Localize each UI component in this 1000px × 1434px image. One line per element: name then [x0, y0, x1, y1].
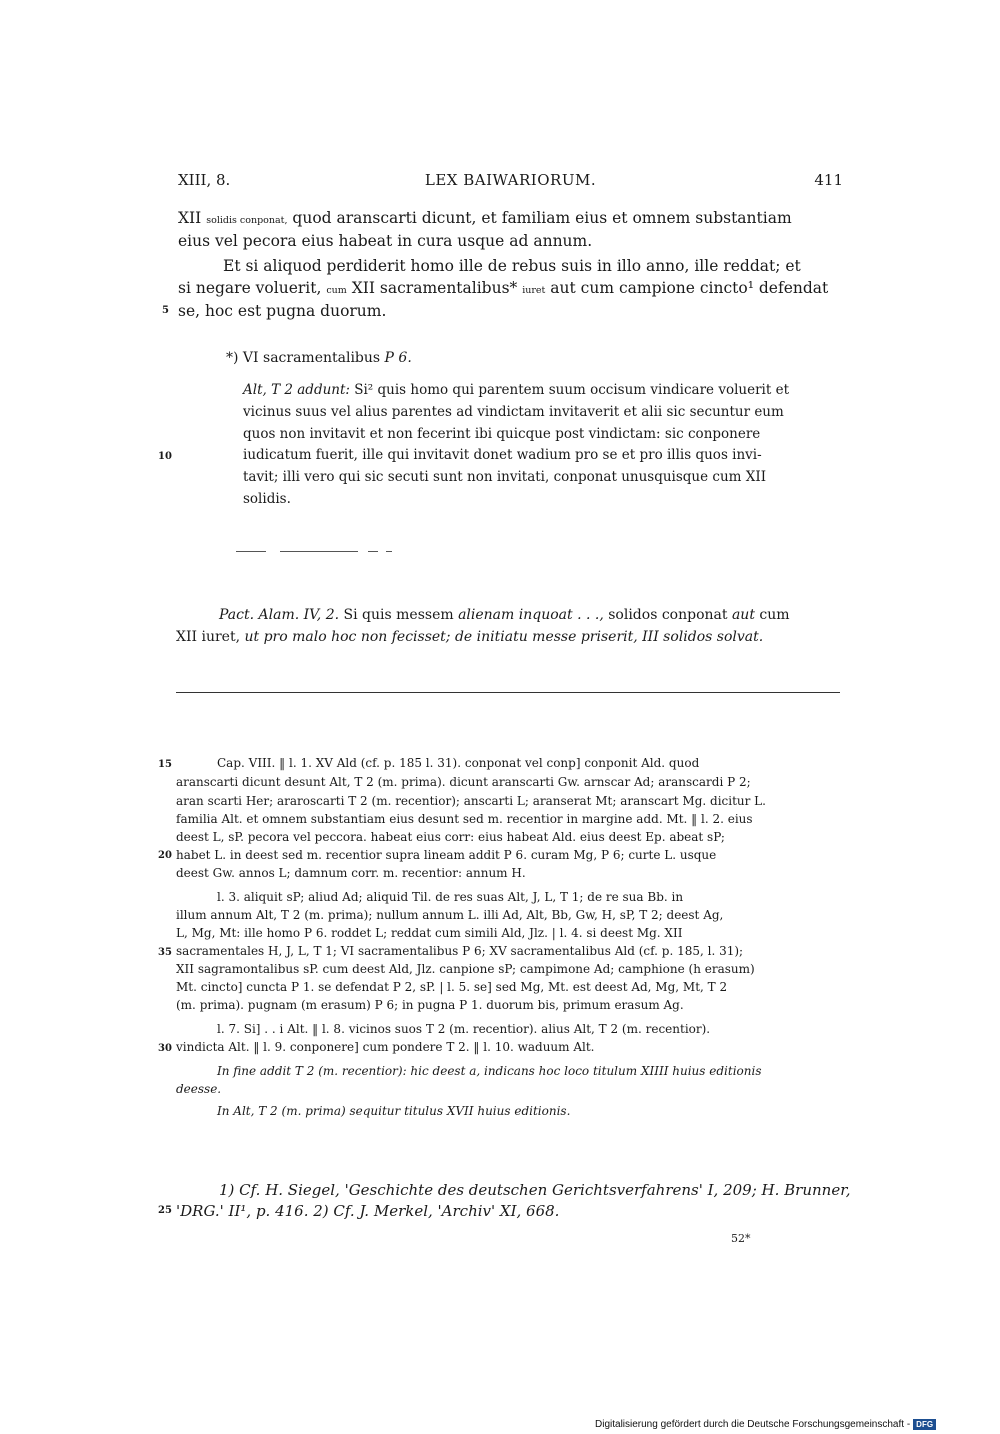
line-number: 25 [158, 1205, 172, 1216]
apparatus-line: Mt. cincto] cuncta P 1. se defendat P 2, sP. | l. 5. se] sed Mg, Mt. est deest Ad, Mg, Mt, T 2 [176, 980, 728, 994]
credit-text: Digitalisierung gefördert durch die Deutsche Forschungsgemeinschaft - [595, 1419, 911, 1430]
apparatus-line: Cap. VIII. ‖ l. 1. XV Ald (cf. p. 185 l. 31). conponat vel conp] conponit Ald. quod [217, 756, 700, 770]
text: quod aranscarti dicunt, et familiam eius et omnem substantiam [287, 209, 792, 227]
line-number: 10 [158, 451, 172, 462]
apparatus-line: habet L. in deest sed m. recentior supra lineam addit P 6. curam Mg, P 6; curte L. usque [176, 848, 717, 862]
apparatus-line: familia Alt. et omnem substantiam eius desunt sed m. recentior in margine add. Mt. ‖ l. 2. eius [176, 812, 753, 826]
apparatus-line: In fine addit T 2 (m. recentior): hic deest a, indicans hoc loco titulum XIIII huius editionis [217, 1064, 762, 1078]
text: aut cum campione cincto¹ defendat [545, 279, 829, 297]
text-italic: aut [731, 607, 755, 623]
line-number: 20 [158, 850, 172, 861]
apparatus-line: In Alt, T 2 (m. prima) sequitur titulus XVII huius editionis. [217, 1104, 571, 1118]
apparatus-line: aranscarti dicunt desunt Alt, T 2 (m. prima). dicunt aranscarti Gw. arnscar Ad; aranscardi P 2; [176, 775, 751, 789]
text: si negare voluerit, [178, 279, 327, 297]
separator-rule [176, 692, 840, 693]
text: cum [754, 607, 790, 623]
text: XII iuret, [176, 629, 245, 645]
apparatus-line: deesse. [176, 1082, 222, 1096]
text-italic: P 6. [384, 350, 412, 366]
text: Si² quis homo qui parentem suum occisum vindicare voluerit et [349, 382, 789, 398]
apparatus-line: deest L, sP. pecora vel peccora. habeat eius corr: eius habeat Ald. eius deest Ep. abeat sP; [176, 830, 725, 844]
main-line-2: eius vel pecora eius habeat in cura usque ad annum. [178, 232, 593, 250]
line-number: 35 [158, 947, 172, 958]
text-small: solidis conponat, [206, 215, 288, 226]
pact-line-1 [219, 607, 790, 623]
text-italic: alienam inquoat . . ., [458, 607, 604, 623]
digitization-credit [595, 1419, 936, 1430]
apparatus-line: illum annum Alt, T 2 (m. prima); nullum annum L. illi Ad, Alt, Bb, Gw, H, sP, T 2; deest Ag, [176, 908, 724, 922]
text: XII [178, 209, 207, 227]
text-small: iuret [522, 285, 546, 296]
note-line-6: solidis. [243, 491, 291, 507]
text: *) VI sacramentalibus [226, 350, 385, 366]
apparatus-line: sacramentales H, J, L, T 1; VI sacramentalibus P 6; XV sacramentalibus Ald (cf. p. 185, l. 31); [176, 944, 744, 958]
main-line-4 [178, 279, 828, 297]
signature-mark: 52* [731, 1232, 751, 1245]
footnote-line-1: 1) Cf. H. Siegel, 'Geschichte des deutschen Gerichtsverfahrens' I, 209; H. Brunner, [219, 1181, 851, 1199]
line-number: 5 [162, 305, 169, 316]
header-title: LEX BAIWARIORUM. [424, 171, 597, 189]
text-italic: Pact. Alam. IV, 2. [219, 607, 340, 623]
pact-line-2 [176, 629, 763, 645]
apparatus-line: XII sagramontalibus sP. cum deest Ald, Jlz. canpione sP; campimone Ad; camphione (h erasum) [176, 962, 755, 976]
line-number: 30 [158, 1043, 172, 1054]
running-header [178, 171, 843, 195]
text-small: cum [326, 285, 347, 296]
apparatus-line: aran scarti Her; araroscarti T 2 (m. recentior); anscarti L; aranserat Mt; aranscart Mg. dicitur L. [176, 794, 766, 808]
line-number: 15 [158, 759, 172, 770]
main-line-5: se, hoc est pugna duorum. [178, 302, 387, 320]
note-line-1 [243, 382, 789, 398]
note-line-2: vicinus suus vel alius parentes ad vindictam invitaverit et alii sic secuntur eum [243, 404, 784, 420]
apparatus-line: l. 3. aliquit sP; aliud Ad; aliquid Til. de res suas Alt, J, L, T 1; de re sua Bb. in [217, 890, 684, 904]
text: solidos conponat [603, 607, 732, 623]
text: Si quis messem [339, 607, 459, 623]
apparatus-line: l. 7. Si] . . i Alt. ‖ l. 8. vicinos suos T 2 (m. recentior). alius Alt, T 2 (m. recentior). [217, 1022, 711, 1036]
apparatus-line: L, Mg, Mt: ille homo P 6. roddet L; reddat cum simili Ald, Jlz. | l. 4. si deest Mg. XII [176, 926, 683, 940]
note-line-3: quos non invitavit et non fecerint ibi quicque post vindictam: sic conponere [243, 426, 761, 442]
note-line-4: iudicatum fuerit, ille qui invitavit donet wadium pro se et pro illis quos invi- [243, 447, 762, 463]
text: XII sacramentalibus* [346, 279, 523, 297]
apparatus-line: vindicta Alt. ‖ l. 9. conponere] cum pondere T 2. ‖ l. 10. waduum Alt. [176, 1040, 595, 1054]
note-line-5: tavit; illi vero qui sic secuti sunt non invitati, conponat unusquisque cum XII [243, 469, 767, 485]
main-line-1 [178, 209, 792, 227]
text-italic: ut pro malo hoc non fecisset; de initiatu messe priserit, III solidos solvat. [244, 629, 764, 645]
page-number: 411 [814, 171, 843, 189]
main-line-3: Et si aliquod perdiderit homo ille de rebus suis in illo anno, ille reddat; et [223, 257, 801, 275]
footnote-line-2: 'DRG.' II¹, p. 416. 2) Cf. J. Merkel, 'Archiv' XI, 668. [176, 1202, 560, 1220]
note-star [226, 350, 412, 366]
dfg-logo: DFG [913, 1419, 936, 1430]
apparatus-line: deest Gw. annos L; damnum corr. m. recentior: annum H. [176, 866, 526, 880]
apparatus-line: (m. prima). pugnam (m erasum) P 6; in pugna P 1. duorum bis, primum erasum Ag. [176, 998, 684, 1012]
header-chapter: XIII, 8. [178, 171, 231, 189]
text-italic: Alt, T 2 addunt: [243, 382, 350, 398]
